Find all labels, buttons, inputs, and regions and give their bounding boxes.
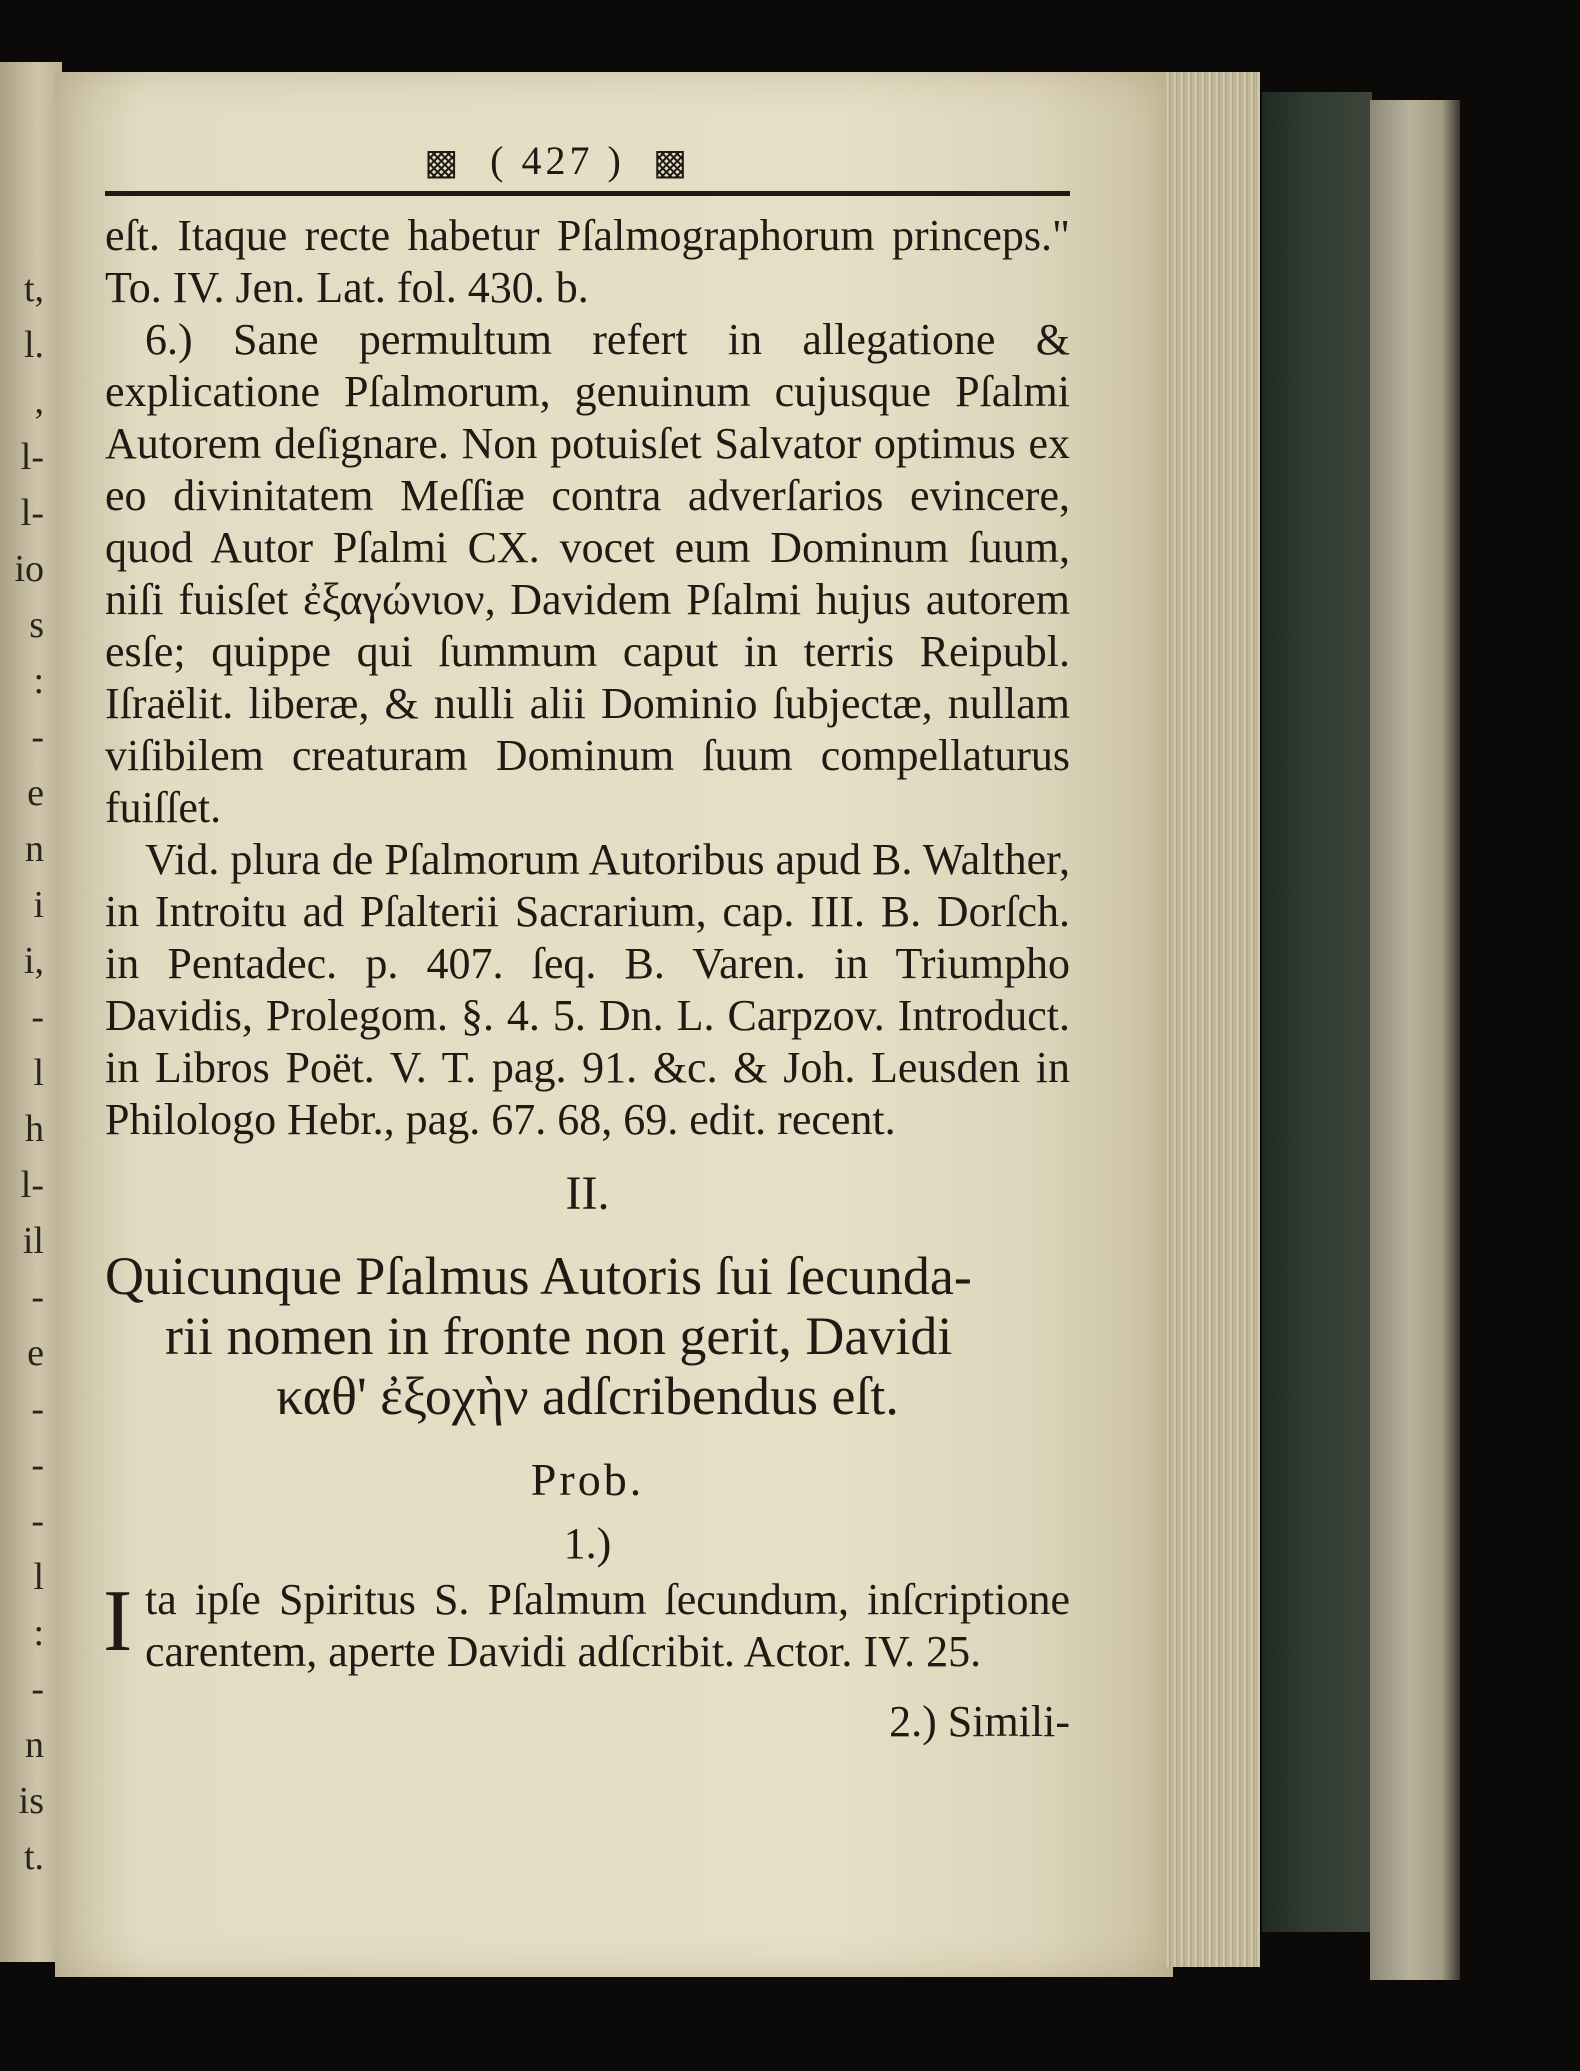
left-margin-letter: l- [20, 1164, 44, 1206]
left-margin-letter: - [31, 1276, 44, 1318]
left-page-fragment [0, 62, 62, 1962]
running-header [45, 135, 1070, 191]
left-margin-letter: io [14, 548, 44, 590]
ornament-icon: ▩ [424, 142, 463, 182]
drop-cap: I [103, 1573, 133, 1670]
proof-text: ta ipſe Spiritus S. Pſalmum ſecundum, inſcriptione carentem, aperte Davidi adſcribit. Actor. IV. 25. [145, 1575, 1070, 1676]
left-page-margin-letters [2, 262, 44, 1886]
page-number: ( 427 ) [490, 138, 625, 183]
left-margin-letter: e [27, 772, 44, 814]
left-margin-letter: l. [23, 324, 44, 366]
paragraph: 6.) Sane permultum refert in allegatione & explicatione Pſalmorum, genuinum cujusque Pſalmi Autorem deſignare. Non potuisſet Salvator optimus ex eo divinitatem Meſſiæ contra adverſarios evincere, quod Autor Pſalmi CX. vocet eum Dominum ſuum, niſi fuisſet ἐξαγώνιον, Davidem Pſalmi hujus autorem esſe; quippe qui ſummum caput in terris Reipubl. Iſraëlit. liberæ, & nulli alii Dominio ſubjectæ, nullam viſibilem creaturam Dominum ſuum compellaturus fuiſſet. [105, 315, 1070, 832]
book-cover-spine [1262, 92, 1372, 1932]
left-margin-letter: t, [23, 268, 44, 310]
catchword: 2.) Simili- [889, 1697, 1070, 1746]
left-margin-letter: - [31, 716, 44, 758]
left-margin-letter: - [31, 1388, 44, 1430]
prob-label: Prob. [530, 1454, 645, 1505]
left-margin-letter: l [33, 1556, 44, 1598]
left-margin-letter: l- [20, 436, 44, 478]
left-margin-letter: l- [20, 492, 44, 534]
section-number: II. [565, 1167, 610, 1220]
thesis-line: rii nomen in fronte non gerit, Davidi [165, 1306, 953, 1366]
left-margin-letter: t. [23, 1836, 44, 1878]
body-text [105, 210, 1070, 1146]
proof-number: 1.) [563, 1519, 612, 1568]
ornament-icon: ▩ [652, 142, 691, 182]
thesis-line: καθ' ἐξοχὴν adſcribendus eſt. [276, 1366, 899, 1426]
left-margin-letter: - [31, 996, 44, 1038]
left-margin-letter: - [31, 1668, 44, 1710]
left-margin-letter: , [34, 380, 44, 422]
page-edges [1165, 72, 1260, 1967]
paragraph: Vid. plura de Pſalmorum Autoribus apud B. Walther, in Introitu ad Pſalterii Sacrarium, cap. III. B. Dorſch. in Pentadec. p. 407. ſeq. B. Varen. in Triumpho Davidis, Prolegom. §. 4. 5. Dn. L. Carpzov. Introduct. in Libros Poët. V. T. pag. 91. &c. & Joh. Leusden in Philologo Hebr., pag. 67. 68, 69. edit. recent. [105, 835, 1070, 1144]
page-content [105, 135, 1070, 1748]
proof-paragraph [105, 1574, 1070, 1678]
thesis [105, 1246, 1070, 1426]
left-margin-letter: il [22, 1220, 44, 1262]
left-margin-letter: h [25, 1108, 44, 1150]
book-cover-edge [1370, 100, 1460, 1980]
left-margin-letter: l [33, 1052, 44, 1094]
left-margin-letter: n [25, 1724, 44, 1766]
left-margin-letter: n [25, 828, 44, 870]
left-margin-letter: - [31, 1444, 44, 1486]
left-margin-letter: i, [23, 940, 44, 982]
paragraph: eſt. Itaque recte habetur Pſalmographorum princeps." To. IV. Jen. Lat. fol. 430. b. [105, 211, 1070, 312]
left-margin-letter: i [33, 884, 44, 926]
left-margin-letter: : [33, 660, 44, 702]
header-rule [105, 191, 1070, 196]
left-margin-letter: e [27, 1332, 44, 1374]
left-margin-letter: - [31, 1500, 44, 1542]
left-margin-letter: is [18, 1780, 44, 1822]
left-margin-letter: s [29, 604, 44, 646]
left-margin-letter: : [33, 1612, 44, 1654]
thesis-line: Quicunque Pſalmus Autoris ſui ſecunda- [105, 1246, 972, 1306]
